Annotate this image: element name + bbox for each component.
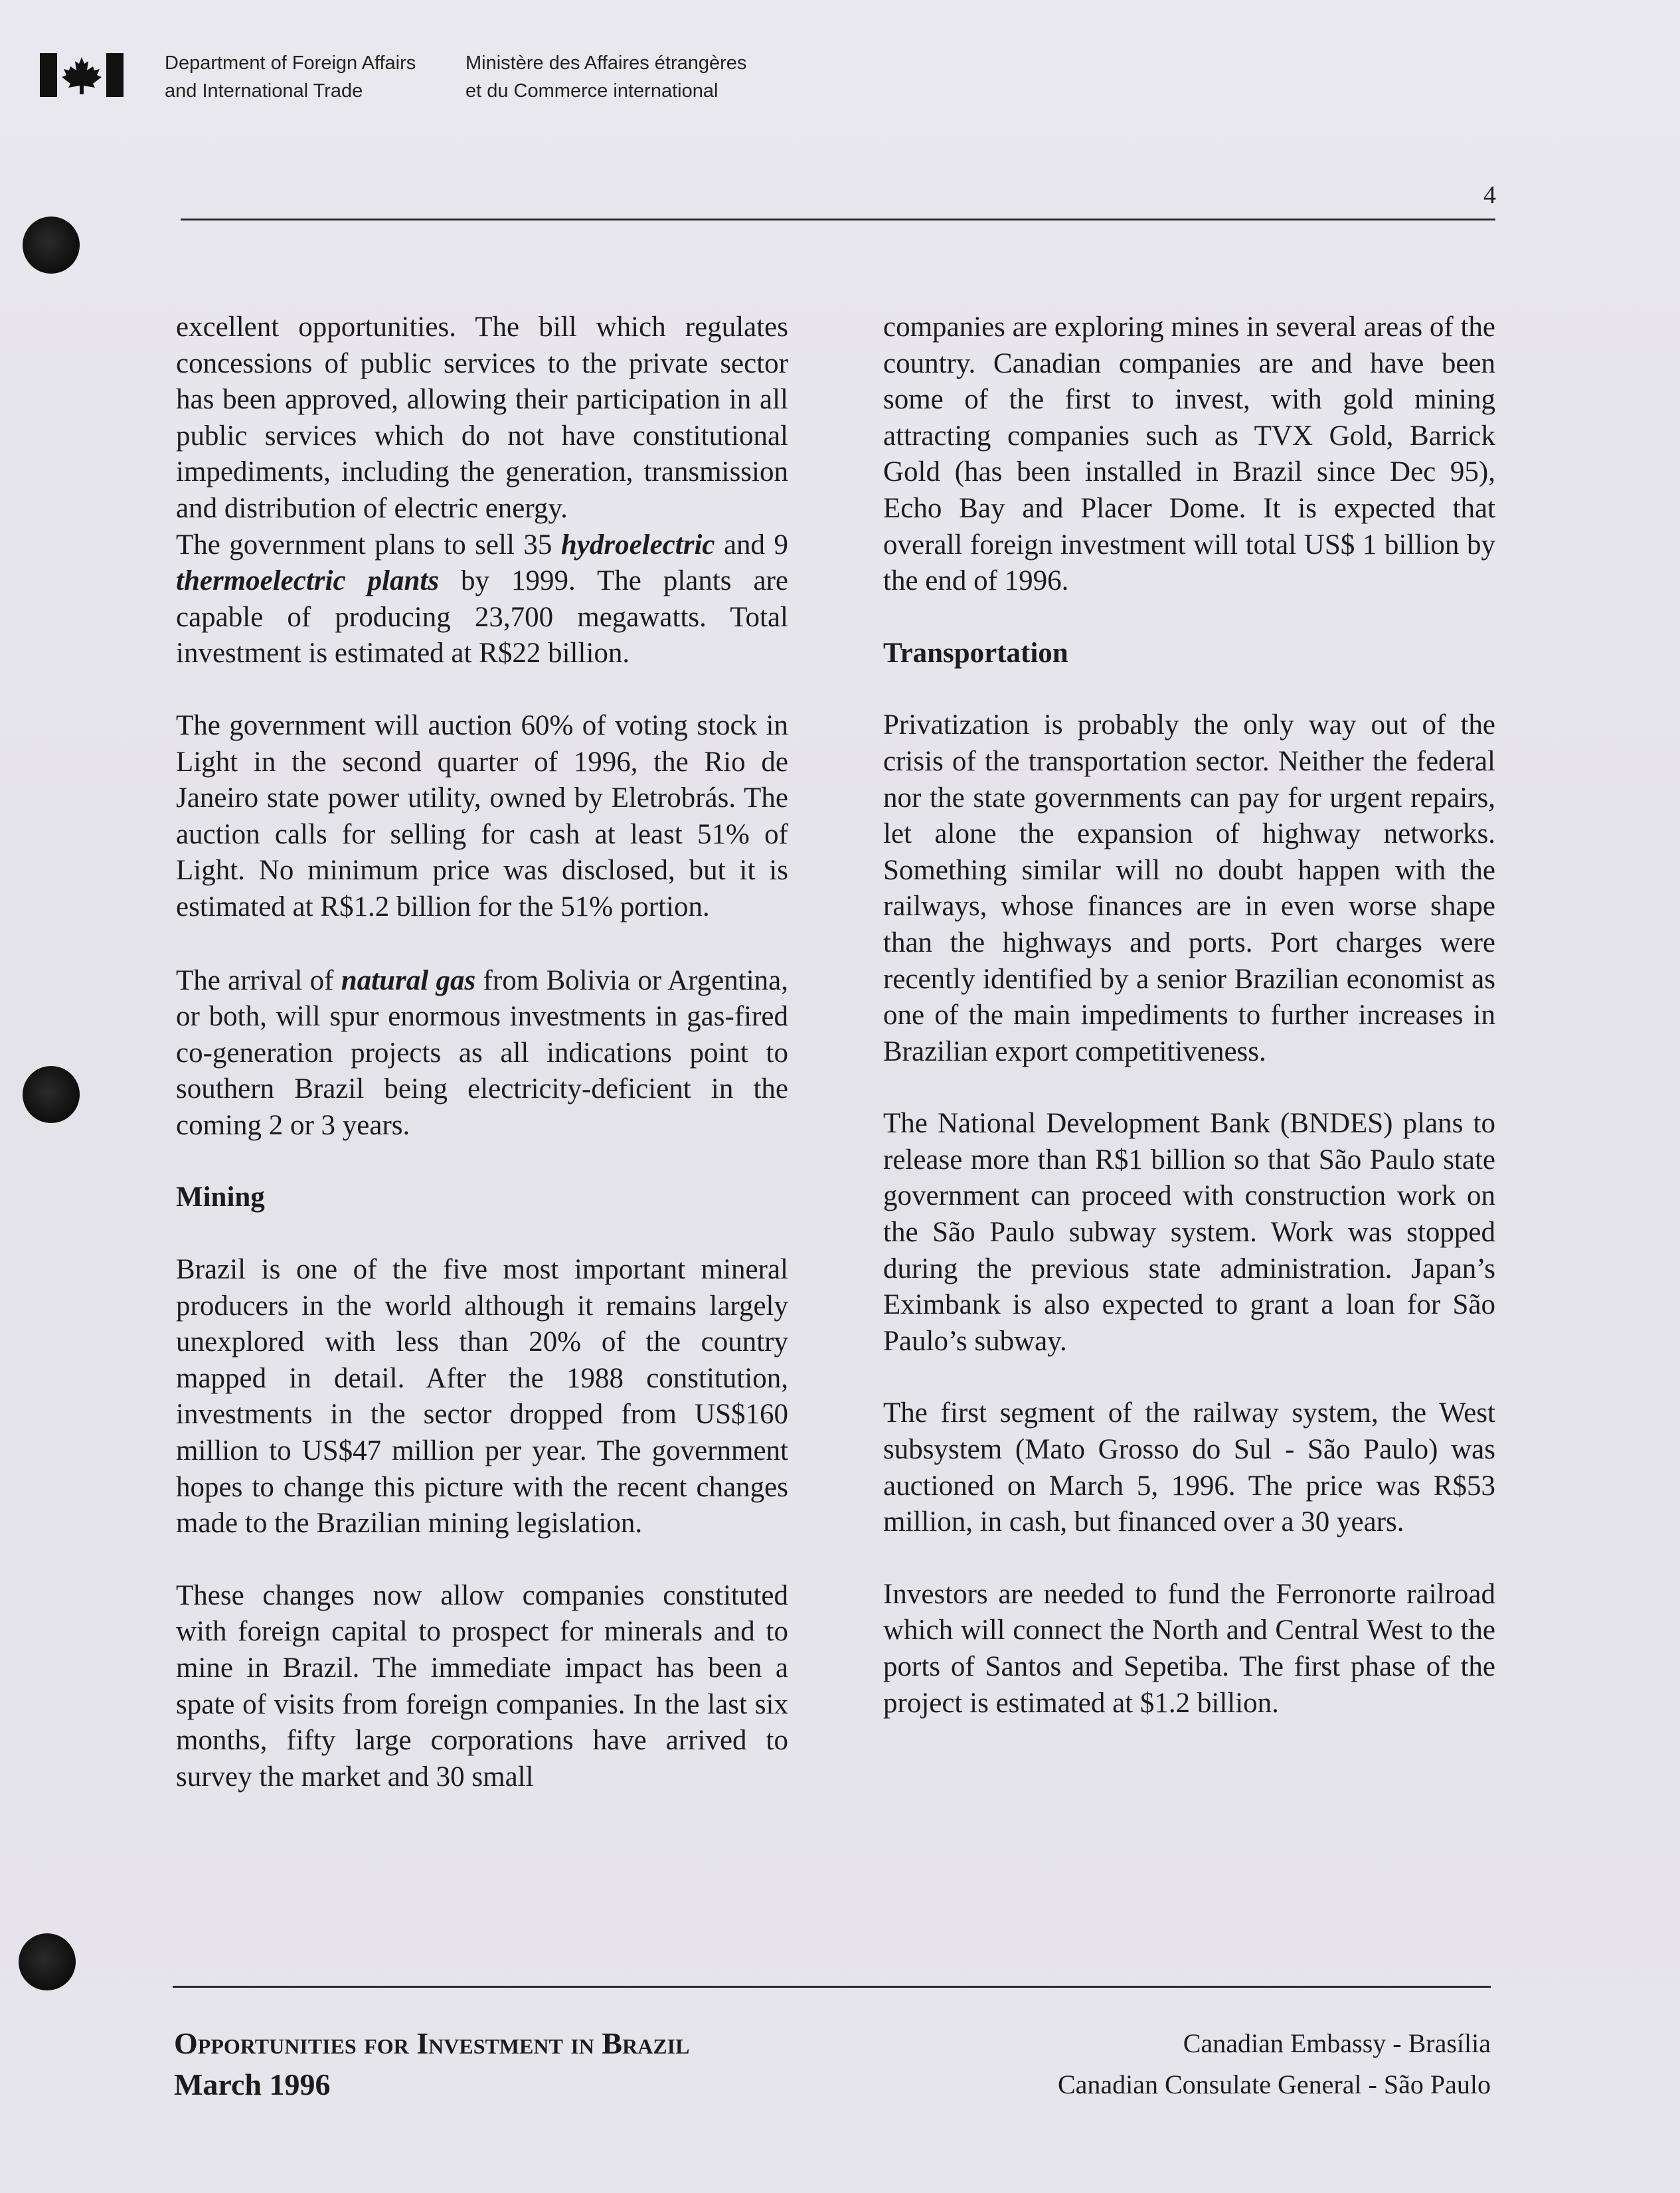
footer-offices (1058, 2023, 1491, 2105)
footer-embassy: Canadian Embassy - Brasília (1183, 2028, 1491, 2058)
paragraph-power-plants-text-3: by 1999. The plants are capable of producing 23,700 megawatts. Total investment is estimated at R$22 billion. (176, 565, 789, 669)
punch-hole-middle (23, 1066, 80, 1123)
heading-transportation: Transportation (883, 637, 1068, 669)
paragraph-gap (176, 1542, 788, 1578)
department-name-english (165, 49, 416, 105)
paragraph-gap (883, 1541, 1495, 1577)
paragraph-gap (883, 671, 1495, 707)
paragraph-light-auction: The government will auction 60% of voting stock in Light in the second quarter of 1996, the Rio de Janeiro state power utility, owned by Eletrobrás. The auction calls for selling for cash at least 51% of Light. No minimum price was disclosed, but it is estimated at R$1.2 billion for the 51% portion. (176, 709, 788, 922)
canada-flag-icon (40, 53, 124, 97)
heading-mining: Mining (176, 1182, 265, 1213)
paragraph-railway-segment: The first segment of the railway system, the West subsystem (Mato Grosso do Sul - São Paulo) was auctioned on March 5, 1996. The price was R$53 million, in cash, but financed over a 30 years. (883, 1397, 1495, 1538)
natural-gas-emphasis: natural gas (341, 964, 476, 996)
hydroelectric-emphasis: hydroelectric (560, 529, 715, 561)
paragraph-natural-gas (176, 963, 788, 1144)
paragraph-mining-overview: Brazil is one of the five most important mineral producers in the world although it remains largely unexplored with less than 20% of the country mapped in detail. After the 1988 constitution, investments in the sector dropped from US$160 million to US$47 million per year. The government hopes to change this picture with the recent changes made to the Brazilian mining legislation. (176, 1254, 788, 1539)
paragraph-gap (176, 1216, 788, 1252)
page-number: 4 (1483, 181, 1496, 209)
paragraph-mining-changes: These changes now allow companies constituted with foreign capital to prospect for minerals and to mine in Brazil. The immediate impact has been a spate of visits from foreign companies. In the last six months, fifty large corporations have arrived to survey the market and 30 small (176, 1579, 788, 1793)
paragraph-gap (176, 672, 788, 708)
left-column (176, 309, 788, 1795)
footer-publication (174, 2023, 689, 2105)
paragraph-gap (883, 600, 1495, 636)
department-name-french-line-1: Ministère des Affaires étrangères (465, 52, 747, 74)
paragraph-natural-gas-text-1: The arrival of (176, 964, 341, 996)
paragraph-gap (883, 1070, 1495, 1106)
footer-consulate: Canadian Consulate General - São Paulo (1057, 2069, 1491, 2099)
paragraph-ferronorte: Investors are needed to fund the Ferronorte railroad which will connect the North and Central West to the ports of Santos and Sepetiba. The first phase of the project is estimated at $1.2 billion. (883, 1578, 1495, 1719)
paragraph-gap (176, 1144, 788, 1180)
paragraph-gap (883, 1360, 1495, 1395)
right-column (883, 309, 1495, 1721)
punch-hole-top (23, 217, 80, 274)
department-name-french (465, 49, 746, 105)
paragraph-canadian-companies: companies are exploring mines in several areas of the country. Canadian companies are and have been some of the first to invest, with gold mining attracting companies such as TVX Gold, Barrick Gold (has been installed in Brazil since Dec 95), Echo Bay and Placer Dome. It is expected that overall foreign investment will total US$ 1 billion by the end of 1996. (883, 311, 1495, 597)
paragraph-power-plants (176, 527, 788, 672)
paragraph-privatization: Privatization is probably the only way out of the crisis of the transportation sector. Neither the federal nor the state governments can pay for urgent repairs, let alone the expansion of highway networks. Something similar will no doubt happen with the railways, whose finances are in even worse shape than the highways and ports. Port charges were recently identified by a senior Brazilian economist as one of the main impediments to further increases in Brazilian export competitiveness. (883, 709, 1495, 1067)
paragraph-gap (176, 926, 788, 962)
footer-publication-date: March 1996 (174, 2067, 331, 2101)
paragraph-natural-gas-text-2: from Bolivia or Argentina, or both, will spur enormous investments in gas-fired co-generation projects as all indications point to southern Brazil being electricity-deficient in the coming 2 or 3 years. (176, 964, 788, 1141)
punch-hole-bottom (19, 1933, 76, 1990)
paragraph-power-plants-text-2: and 9 (714, 529, 788, 561)
department-name-english-line-2: and International Trade (165, 80, 363, 102)
thermoelectric-emphasis: thermoelectric plants (176, 565, 440, 597)
footer-rule (173, 1986, 1491, 1988)
paragraph-opportunities: excellent opportunities. The bill which regulates concessions of public services to the private sector has been approved, allowing their participation in all public services which do not have constitutional impediments, including the generation, transmission and distribution of electric energy. (176, 311, 788, 524)
header-rule (181, 219, 1495, 220)
department-name-french-line-2: et du Commerce international (465, 80, 718, 102)
paragraph-bndes: The National Development Bank (BNDES) plans to release more than R$1 billion so that São Paulo state government can proceed with construction work on the São Paulo subway system. Work was stopped during the previous state administration. Japan’s Eximbank is also expected to grant a loan for São Paulo’s subway. (883, 1108, 1495, 1357)
footer-publication-title: Opportunities for Investment in Brazil (174, 2026, 690, 2060)
paragraph-power-plants-text-1: The government plans to sell 35 (176, 529, 561, 561)
department-name-english-line-1: Department of Foreign Affairs (165, 52, 416, 74)
